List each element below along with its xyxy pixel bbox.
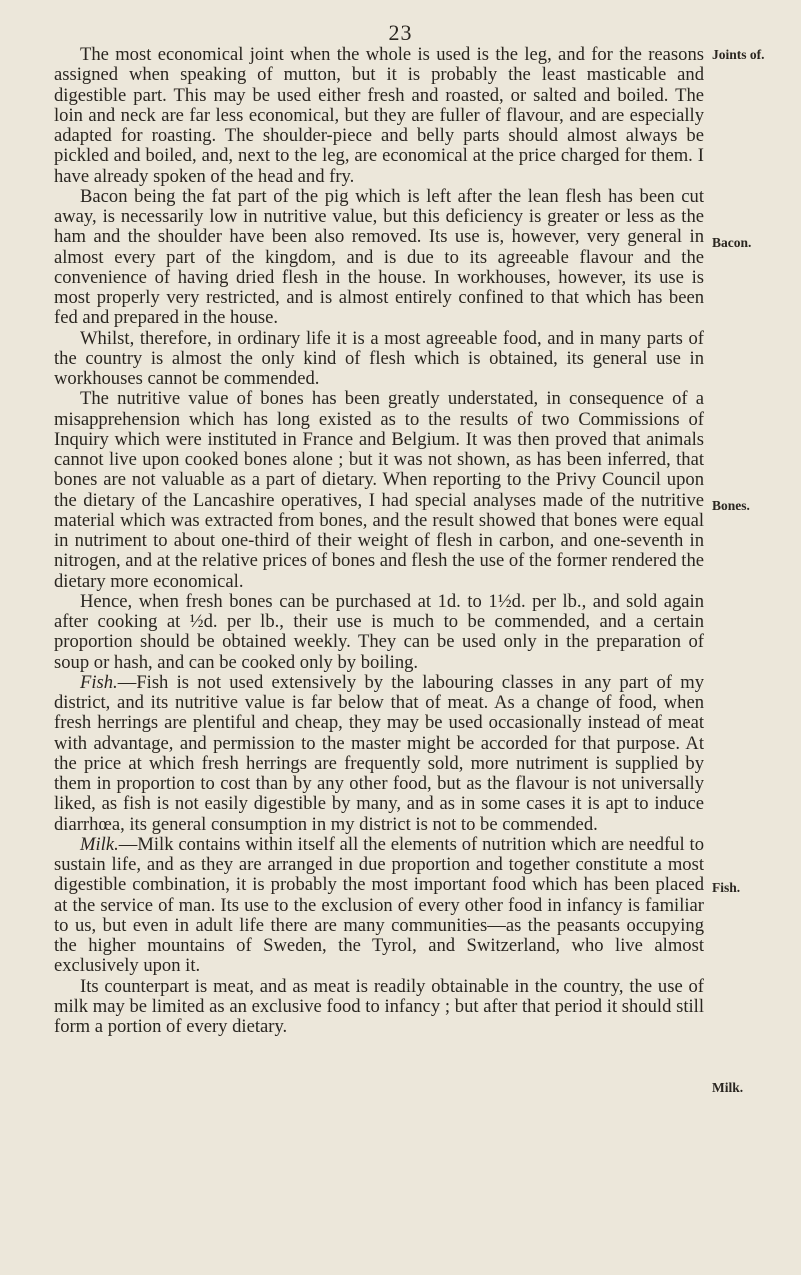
paragraph-bacon-continued: Whilst, therefore, in ordinary life it is a most agreeable food, and in many parts of the country is almost the only kind of flesh which is obtained, its general use in workhouses cannot be commended. [54,327,704,389]
milk-heading: Milk. [80,833,119,855]
fish-heading: Fish. [80,671,118,693]
fish-text: —Fish is not used extensively by the labouring classes in any part of my district, and its nutritive value is far below that of meat. As a change of food, when fresh herrings are plentiful and cheap, they may be used occasionally instead of meat with advantage, and permission to the master might be accorded for that purpose. At the price at which fresh herrings are frequently sold, more nutriment is supplied by them in proportion to cost than by any other food, but as the flavour is not universally liked, as fish is not easily digestible by many, and as in some cases it is apt to induce diarrhœa, its general consumption in my district is not to be commended. [54,671,704,835]
paragraph-bones: The nutritive value of bones has been greatly understated, in consequence of a misapprehension which has long existed as to the results of two Commissions of Inquiry which were instituted in France and Belgium. It was then proved that animals cannot live upon cooked bones alone ; but it was not shown, as has been inferred, that bones are not valuable as a part of dietary. When reporting to the Privy Council upon the dietary of the Lancashire operatives, I had special analyses made of the nutritive material which was extracted from bones, and the result showed that bones were equal in nutriment to about one-third of their weight of flesh in carbon, and one-seventh in nitrogen, and at the relative prices of bones and flesh the use of the former rendered the dietary more economical. [54,388,705,592]
paragraph-bacon: Bacon being the fat part of the pig which is left after the lean flesh has been cut away, is necessarily low in nutritive value, but this deficiency is greater or less as the ham and the shoulder have been also removed. Its use is, however, very general in almost every part of the kingdom, and is due to its agreeable flavour and the convenience of having dried flesh in the house. In workhouses, however, its use is most properly very restricted, and is almost entirely confined to that which has been fed and prepared in the house. [54,185,704,329]
margin-note-joints: Joints of. [712,47,765,62]
body-text [54,45,704,1037]
paragraph-bones-continued: Hence, when fresh bones can be purchased at 1d. to 1½d. per lb., and sold again after cooking at ½d. per lb., their use is much to be commended, and a certain proportion should be obtained weekly. They can be used only in the preparation of soup or hash, and can be cooked only by boiling. [54,590,704,673]
paragraph-milk [54,835,704,977]
milk-text: —Milk contains within itself all the elements of nutrition which are needful to sustain life, and as they are arranged in due proportion and together constitute a most digestible combination, it is probably the most important food which has been placed at the service of man. Its use to the exclusion of every other food in infancy is familiar to us, but even in adult life there are many communities—as the peasants occupying the higher mountains of Sweden, the Tyrol, and Switzerland, who live almost exclusively upon it. [54,833,704,977]
paragraph-joints: The most economical joint when the whole is used is the leg, and for the reasons assigned when speaking of mutton, but it is probably the least masticable and digestible part. This may be used either fresh and roasted, or salted and boiled. The loin and neck are far less economical, but they are fuller of flavour, and are especially adapted for roasting. The shoulder-piece and belly parts should almost always be pickled and boiled, and, next to the leg, are economical at the price charged for them. I have already spoken of the head and fry. [54,44,704,187]
margin-note-fish: Fish. [712,880,741,895]
paragraph-fish [54,673,704,835]
margin-note-milk: Milk. [712,1080,744,1095]
margin-note-bones: Bones. [712,498,750,513]
margin-note-bacon: Bacon. [712,235,752,250]
paragraph-milk-continued: Its counterpart is meat, and as meat is readily obtainable in the country, the use of milk may be limited as an exclusive food to infancy ; but after that period it should still form a portion of every dietary. [54,975,704,1037]
page-number: 23 [388,20,413,45]
